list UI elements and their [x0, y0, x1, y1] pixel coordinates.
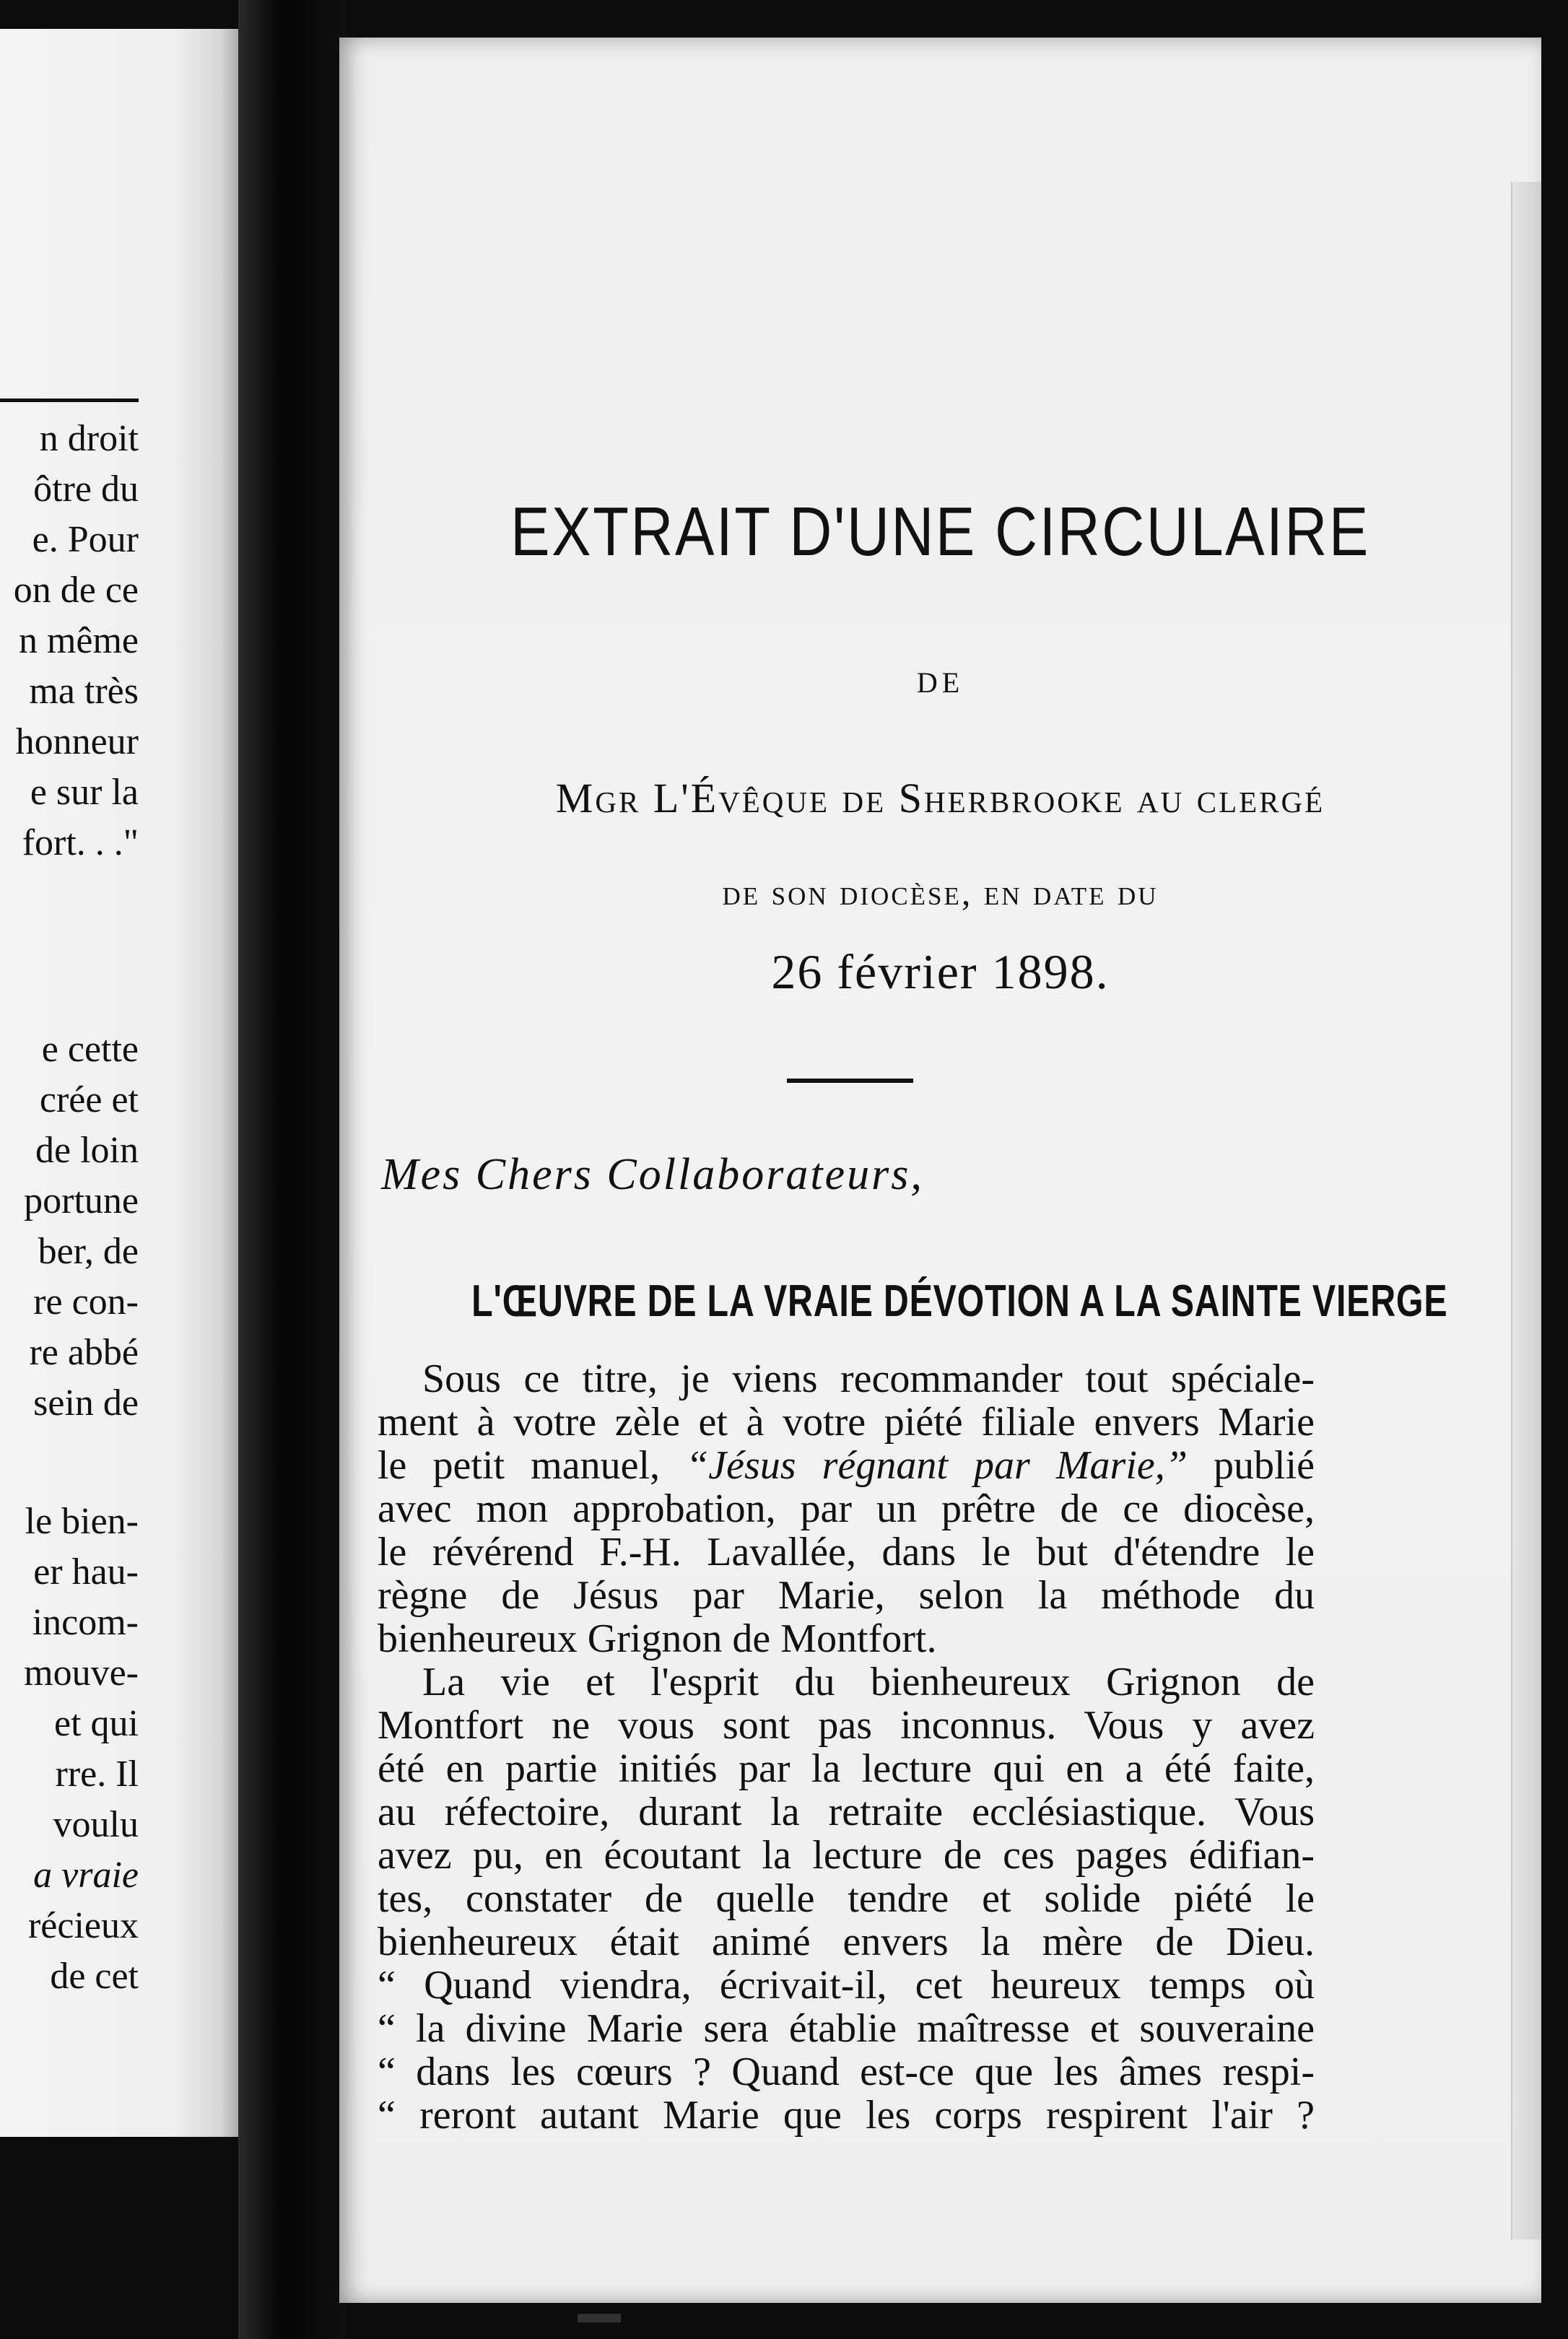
left-text-line: sein de — [33, 1382, 139, 1424]
left-text-line: portune — [24, 1180, 139, 1221]
body-line: avez pu, en écoutant la lecture de ces pages édifian- — [378, 1833, 1315, 1878]
body-line: “ la divine Marie sera établie maîtresse et souveraine — [378, 2006, 1315, 2051]
left-text-line: voulu — [53, 1804, 139, 1845]
body-line: règne de Jésus par Marie, selon la méthode du — [378, 1573, 1315, 1618]
main-page — [339, 38, 1541, 2303]
body-line: Sous ce titre, je viens recommander tout spéciale- — [422, 1356, 1315, 1401]
left-text-line: récieux — [27, 1905, 139, 1946]
left-text-line: e cette — [41, 1029, 139, 1070]
left-text-line: er hau- — [33, 1551, 139, 1593]
left-text-line: n même — [18, 620, 139, 661]
body-line: été en partie initiés par la lecture qui en a été faite, — [378, 1746, 1315, 1791]
section-heading: L'ŒUVRE DE LA VRAIE DÉVOTION A LA SAINTE VIERGE — [471, 1276, 1448, 1326]
left-text-line: ber, de — [38, 1231, 139, 1272]
body-line — [378, 1445, 1315, 1486]
body-line: le révérend F.-H. Lavallée, dans le but d'étendre le — [378, 1530, 1315, 1574]
body-line: “ Quand viendra, écrivait-il, cet heureux temps où — [378, 1963, 1315, 2008]
left-text-line: e sur la — [30, 772, 139, 813]
left-text-line: on de ce — [13, 570, 139, 611]
body-text: publié — [1214, 1443, 1315, 1488]
body-line: avec mon approbation, par un prêtre de ce diocèse, — [378, 1486, 1315, 1531]
left-text-line: rre. Il — [55, 1754, 139, 1795]
body-line: bienheureux Grignon de Montfort. — [378, 1616, 937, 1661]
left-text-line: re abbé — [29, 1332, 139, 1373]
left-text-line: re con- — [33, 1281, 139, 1323]
body-line: tes, constater de quelle tendre et solide piété le — [378, 1876, 1315, 1921]
body-line: ment à votre zèle et à votre piété filiale envers Marie — [378, 1400, 1315, 1445]
left-text-line: ma très — [29, 671, 139, 712]
body-text: le petit manuel, — [378, 1443, 660, 1488]
left-text-line: fort. . ." — [22, 822, 139, 863]
left-page-fragment — [0, 29, 245, 2137]
left-text-line: e. Pour — [32, 519, 139, 560]
left-text-line: honneur — [15, 721, 139, 762]
body-line: au réfectoire, durant la retraite ecclésiastique. Vous — [378, 1790, 1315, 1834]
section-rule — [787, 1079, 913, 1083]
page-edge — [1511, 182, 1541, 2239]
left-text-line: de cet — [50, 1956, 139, 1997]
dedication-line-2: de son diocèse, en date du — [722, 872, 1159, 912]
circular-date: 26 février 1898. — [771, 944, 1110, 999]
left-text-line: n droit — [39, 418, 139, 459]
body-line: “ reront autant Marie que les corps respirent l'air ? — [378, 2093, 1315, 2138]
body-line: Montfort ne vous sont pas inconnus. Vous y avez — [378, 1703, 1315, 1748]
left-text-line: crée et — [39, 1079, 139, 1120]
salutation: Mes Chers Collaborateurs, — [381, 1150, 924, 1199]
left-text-line: a vraie — [33, 1855, 139, 1896]
book-gutter-shadow — [238, 0, 347, 2339]
body-line: “ dans les cœurs ? Quand est-ce que les âmes respi- — [378, 2050, 1315, 2094]
book-title: “Jésus régnant par Marie,” — [686, 1443, 1188, 1488]
scan-artifact — [578, 2314, 621, 2322]
left-text-line: ôtre du — [33, 469, 139, 510]
title-connector: DE — [916, 666, 964, 699]
left-page-rule — [0, 398, 139, 402]
left-text-line: et qui — [54, 1703, 139, 1744]
left-text-line: le bien- — [25, 1501, 139, 1542]
body-line: bienheureux était animé envers la mère de Dieu. — [378, 1920, 1315, 1964]
body-line: La vie et l'esprit du bienheureux Grignon de — [422, 1660, 1315, 1704]
dedication-line-1: Mgr L'Évêque de Sherbrooke au clergé — [555, 775, 1325, 822]
left-text-line: de loin — [35, 1130, 139, 1171]
page-title: EXTRAIT D'UNE CIRCULAIRE — [510, 493, 1370, 570]
left-text-line: incom- — [32, 1602, 139, 1643]
left-text-line: mouve- — [24, 1652, 139, 1694]
